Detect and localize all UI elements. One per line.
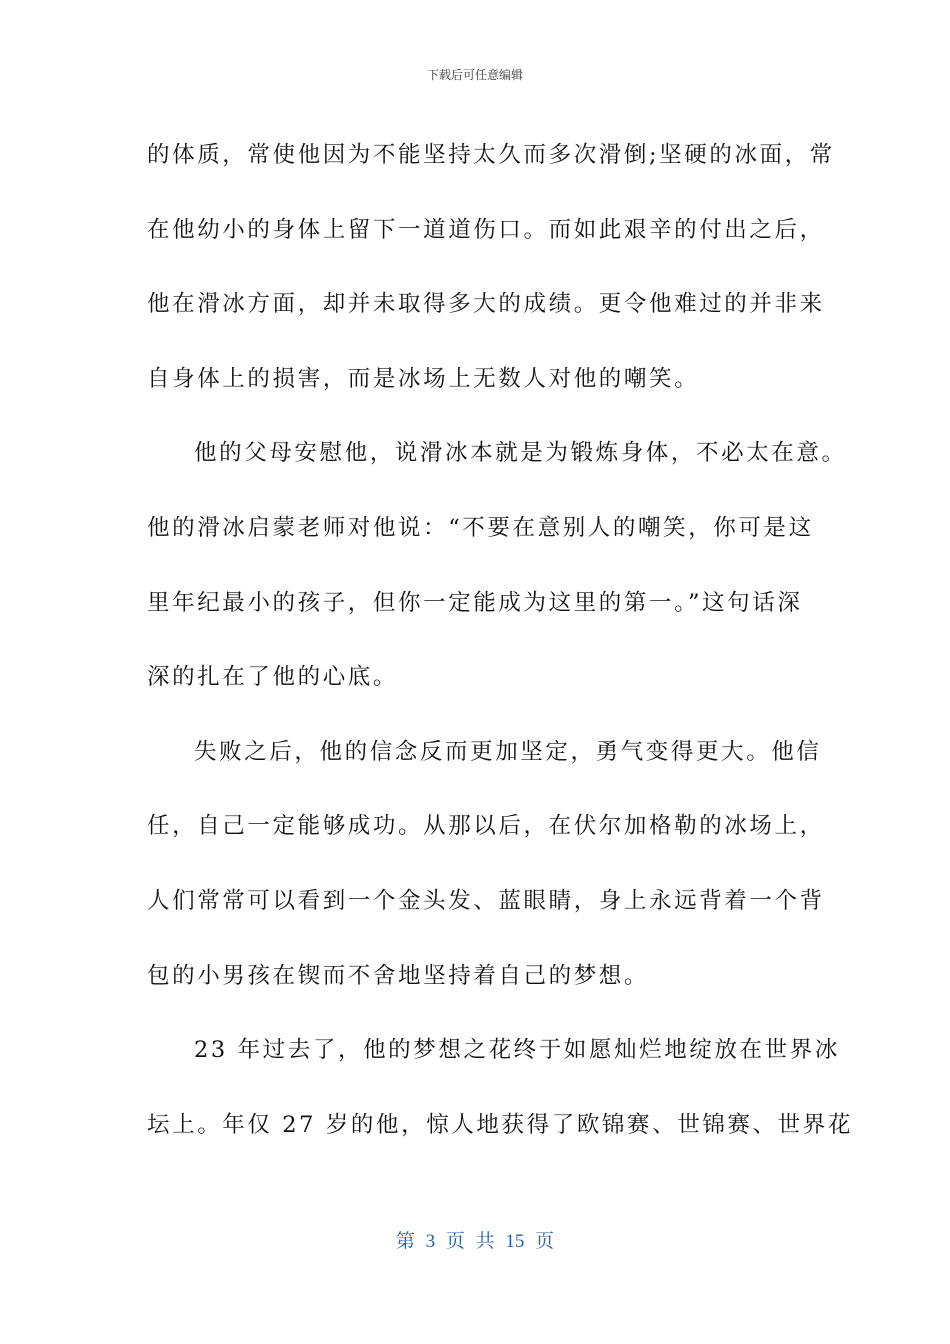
text-line: 在他幼小的身体上留下一道道伤口。而如此艰辛的付出之后， xyxy=(147,216,825,243)
text-line: 他的父母安慰他，说滑冰本就是为锻炼身体，不必太在意。 xyxy=(194,440,847,467)
text-line: 里年纪最小的孩子，但你一定能成为这里的第一。”这句话深 xyxy=(147,589,803,616)
text-line: 自身体上的损害，而是冰场上无数人对他的嘲笑。 xyxy=(147,365,700,392)
text-line: 23 年过去了，他的梦想之花终于如愿灿烂地绽放在世界冰 xyxy=(194,1037,840,1064)
text-line: 深的扎在了他的心底。 xyxy=(147,664,399,691)
page-header-note: 下载后可任意编辑 xyxy=(426,68,523,82)
document-body xyxy=(147,118,853,1162)
text-line: 他在滑冰方面，却并未取得多大的成绩。更令他难过的并非来 xyxy=(147,291,825,318)
text-line: 坛上。年仅 27 岁的他，惊人地获得了欧锦赛、世锦赛、世界花 xyxy=(147,1111,853,1138)
page-number-footer: 第 3 页 共 15 页 xyxy=(395,1231,555,1252)
text-line: 失败之后，他的信念反而更加坚定，勇气变得更大。他信 xyxy=(194,738,822,765)
text-line: 他的滑冰启蒙老师对他说：“不要在意别人的嘲笑，你可是这 xyxy=(147,514,814,541)
text-line: 任，自己一定能够成功。从那以后，在伏尔加格勒的冰场上， xyxy=(147,813,825,840)
text-line: 的体质，常使他因为不能坚持太久而多次滑倒;坚硬的冰面，常 xyxy=(147,142,835,168)
text-line: 包的小男孩在锲而不舍地坚持着自己的梦想。 xyxy=(147,962,650,989)
text-line: 人们常常可以看到一个金头发、蓝眼睛，身上永远背着一个背 xyxy=(147,887,825,914)
